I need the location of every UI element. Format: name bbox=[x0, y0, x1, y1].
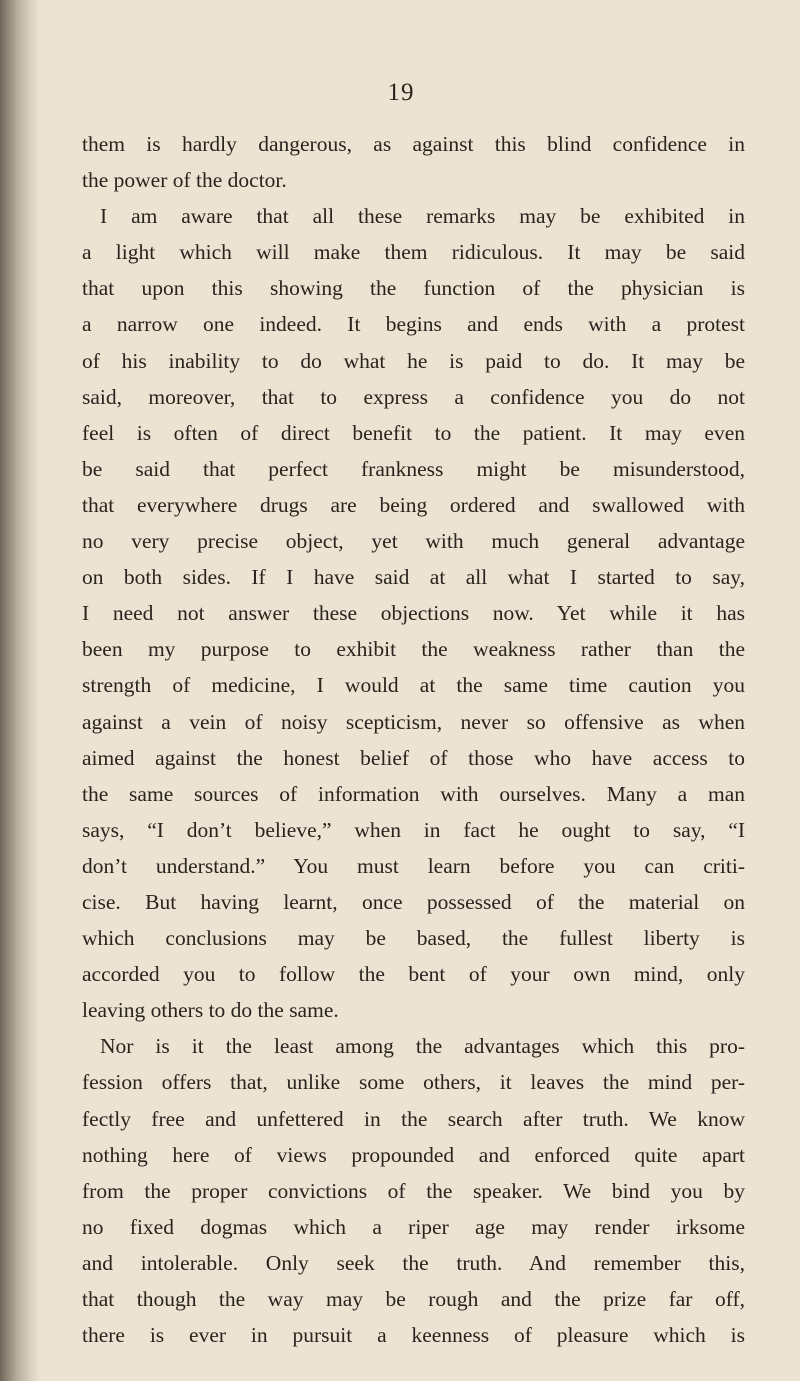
text-line: that upon this showing the function of the physician is bbox=[82, 276, 745, 301]
text-line: on both sides. If I have said at all what I started to say, bbox=[82, 565, 745, 590]
text-line: the same sources of information with ourselves. Many a man bbox=[82, 781, 745, 806]
text-line: the power of the doctor. bbox=[82, 168, 287, 193]
text-line: that everywhere drugs are being ordered and swallowed with bbox=[82, 492, 745, 517]
text-line: them is hardly dangerous, as against this blind confidence in bbox=[82, 132, 745, 156]
text-line: no very precise object, yet with much general advantage bbox=[82, 529, 745, 554]
text-line: no fixed dogmas which a riper age may render irksome bbox=[82, 1214, 745, 1239]
text-line: of his inability to do what he is paid to do. It may be bbox=[82, 348, 745, 373]
text-line: said, moreover, that to express a confidence you do not bbox=[82, 384, 745, 409]
text-line: accorded you to follow the bent of your own mind, only bbox=[82, 962, 745, 987]
text-line: fectly free and unfettered in the search after truth. We know bbox=[82, 1106, 745, 1131]
page-number: 19 bbox=[387, 79, 415, 106]
text-line: nothing here of views propounded and enforced quite apart bbox=[82, 1142, 745, 1167]
text-line: I am aware that all these remarks may be exhibited in bbox=[100, 204, 745, 229]
text-line: a light which will make them ridiculous. It may be said bbox=[82, 240, 745, 265]
text-line: which conclusions may be based, the fullest liberty is bbox=[82, 926, 745, 951]
text-line: aimed against the honest belief of those who have access to bbox=[82, 745, 745, 770]
body-text bbox=[82, 126, 745, 1353]
text-line: says, “I don’t believe,” when in fact he ought to say, “I bbox=[82, 817, 745, 842]
text-line: be said that perfect frankness might be misunderstood, bbox=[82, 456, 745, 481]
text-line: feel is often of direct benefit to the patient. It may even bbox=[82, 420, 745, 445]
text-line: cise. But having learnt, once possessed of the material on bbox=[82, 889, 745, 914]
text-line: leaving others to do the same. bbox=[82, 998, 339, 1023]
text-line: fession offers that, unlike some others, it leaves the mind per- bbox=[82, 1070, 745, 1095]
text-line: there is ever in pursuit a keenness of pleasure which is bbox=[82, 1323, 745, 1348]
text-line: don’t understand.” You must learn before you can criti- bbox=[82, 853, 745, 878]
text-line: and intolerable. Only seek the truth. And remember this, bbox=[82, 1250, 745, 1275]
text-line: been my purpose to exhibit the weakness rather than the bbox=[82, 637, 745, 662]
text-line: I need not answer these objections now. Yet while it has bbox=[82, 601, 745, 626]
text-line: Nor is it the least among the advantages which this pro- bbox=[100, 1034, 745, 1059]
text-line: a narrow one indeed. It begins and ends with a protest bbox=[82, 312, 745, 337]
text-line: from the proper convictions of the speaker. We bind you by bbox=[82, 1178, 745, 1203]
text-line: that though the way may be rough and the prize far off, bbox=[82, 1287, 745, 1311]
text-line: strength of medicine, I would at the same time caution you bbox=[82, 673, 745, 698]
text-line: against a vein of noisy scepticism, never so offensive as when bbox=[82, 709, 745, 734]
